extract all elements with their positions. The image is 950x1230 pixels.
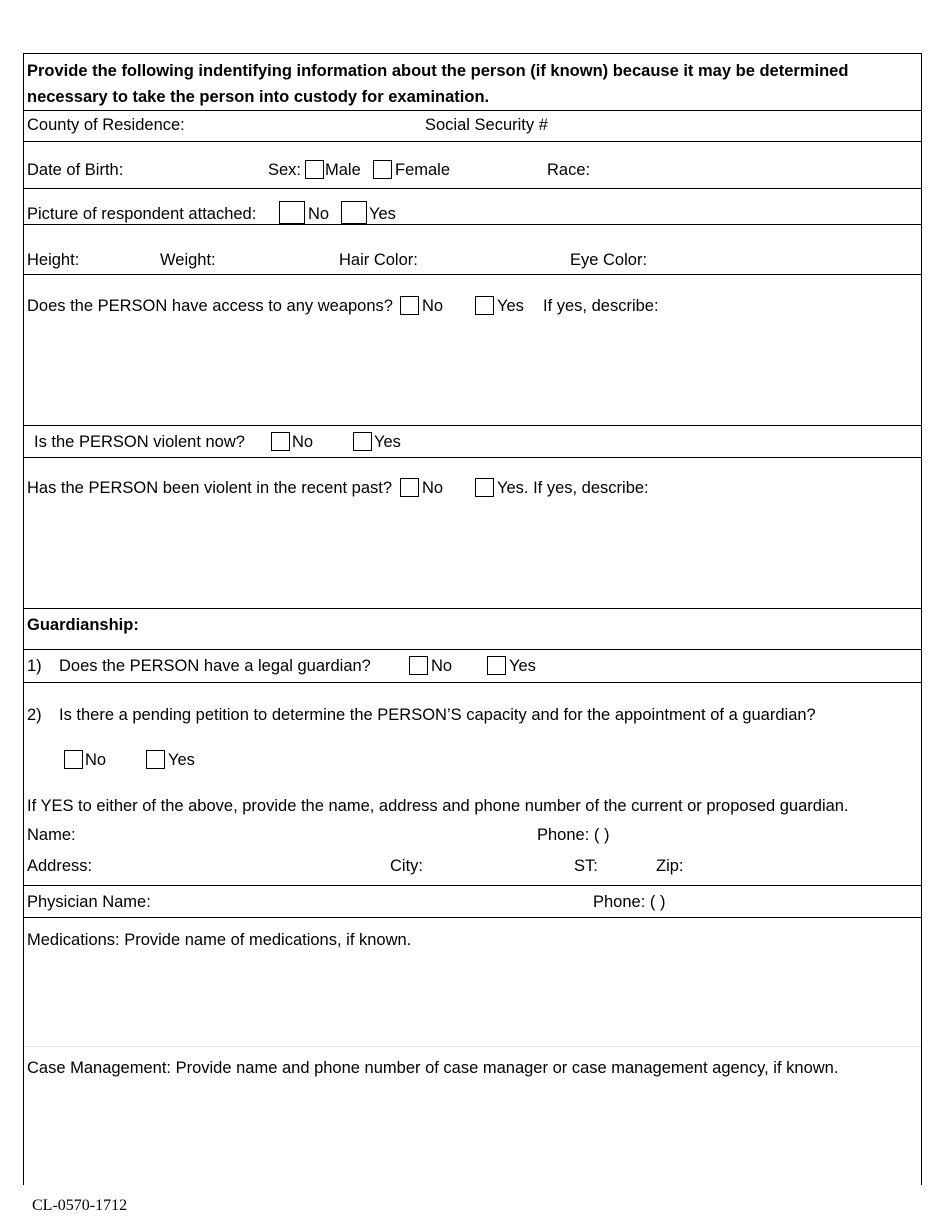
guardian-zip-label: Zip: (656, 857, 684, 875)
guardianship-heading-row (24, 609, 921, 650)
guardian-if-yes-instructions: If YES to either of the above, provide the name, address and phone number of the current or proposed guardian. (27, 797, 849, 815)
county-label: County of Residence: (27, 116, 185, 134)
hair-color-label: Hair Color: (339, 251, 418, 269)
custody-information-form (23, 53, 922, 1185)
violent-past-no-checkbox[interactable] (400, 478, 419, 497)
weapons-no-label: No (422, 297, 444, 315)
intro-line-2: necessary to take the person into custody for examination. (27, 88, 490, 106)
male-label: Male (325, 161, 361, 179)
weapons-yes-checkbox[interactable] (475, 296, 494, 315)
residence-row (24, 111, 921, 142)
picture-no-label: No (308, 205, 330, 223)
picture-yes-label: Yes (369, 205, 396, 223)
violent-now-question: Is the PERSON violent now? (34, 433, 245, 451)
violent-past-row (24, 458, 921, 609)
weight-label: Weight: (160, 251, 216, 269)
picture-no-checkbox[interactable] (279, 201, 305, 224)
female-label: Female (395, 161, 451, 179)
violent-now-row (24, 426, 921, 458)
case-management-label: Case Management: Provide name and phone number of case manager or case management agency, if known. (27, 1059, 839, 1077)
violent-now-no-checkbox[interactable] (271, 432, 290, 451)
medications-row (24, 918, 921, 1047)
violent-now-yes-checkbox[interactable] (353, 432, 372, 451)
weapons-no-checkbox[interactable] (400, 296, 419, 315)
guardian-st-label: ST: (574, 857, 598, 875)
violent-past-yes-checkbox[interactable] (475, 478, 494, 497)
violent-past-yes-label: Yes. If yes, describe: (497, 479, 649, 497)
weapons-question: Does the PERSON have access to any weapons? (27, 297, 393, 315)
violent-past-no-label: No (422, 479, 444, 497)
violent-now-no-label: No (292, 433, 314, 451)
picture-label: Picture of respondent attached: (27, 205, 257, 223)
violent-now-yes-label: Yes (374, 433, 401, 451)
eye-color-label: Eye Color: (570, 251, 648, 269)
form-code: CL-0570-1712 (32, 1197, 128, 1214)
intro-line-1: Provide the following indentifying information about the person (if known) because it may be determined (27, 62, 849, 80)
female-checkbox[interactable] (373, 160, 392, 179)
picture-row (24, 189, 921, 225)
physician-phone-label: Phone: ( ) (593, 893, 666, 911)
physical-row (24, 225, 921, 275)
sex-label: Sex: (268, 161, 302, 179)
picture-yes-checkbox[interactable] (341, 201, 367, 224)
weapons-describe-label: If yes, describe: (543, 297, 659, 315)
height-label: Height: (27, 251, 80, 269)
guardian-address-label: Address: (27, 857, 93, 875)
guardian-q1-question: Does the PERSON have a legal guardian? (59, 657, 371, 675)
birth-row (24, 142, 921, 189)
weapons-yes-label: Yes (497, 297, 524, 315)
physician-row (24, 886, 921, 918)
guardian-q2-no-checkbox[interactable] (64, 750, 83, 769)
guardian-q1-row (24, 650, 921, 683)
case-management-row (24, 1047, 921, 1185)
dob-label: Date of Birth: (27, 161, 124, 179)
violent-past-question: Has the PERSON been violent in the recent past? (27, 479, 393, 497)
guardian-q2-number: 2) (27, 706, 42, 724)
ssn-label: Social Security # (425, 116, 548, 134)
physician-name-label: Physician Name: (27, 893, 151, 911)
male-checkbox[interactable] (305, 160, 324, 179)
intro-row (24, 54, 921, 111)
guardian-q2-yes-checkbox[interactable] (146, 750, 165, 769)
guardian-name-label: Name: (27, 826, 76, 844)
race-label: Race: (547, 161, 591, 179)
guardianship-heading: Guardianship: (27, 616, 139, 634)
guardian-q1-yes-label: Yes (509, 657, 536, 675)
guardian-q1-yes-checkbox[interactable] (487, 656, 506, 675)
guardian-q2-question: Is there a pending petition to determine the PERSON’S capacity and for the appointment of a guardian? (59, 706, 816, 724)
guardian-q2-row (24, 683, 921, 886)
guardian-q1-no-checkbox[interactable] (409, 656, 428, 675)
guardian-q1-number: 1) (27, 657, 42, 675)
guardian-q2-no-label: No (85, 751, 107, 769)
guardian-q1-no-label: No (431, 657, 453, 675)
guardian-q2-yes-label: Yes (168, 751, 195, 769)
weapons-row (24, 275, 921, 426)
guardian-city-label: City: (390, 857, 423, 875)
medications-label: Medications: Provide name of medications, if known. (27, 931, 412, 949)
guardian-phone-label: Phone: ( ) (537, 826, 610, 844)
